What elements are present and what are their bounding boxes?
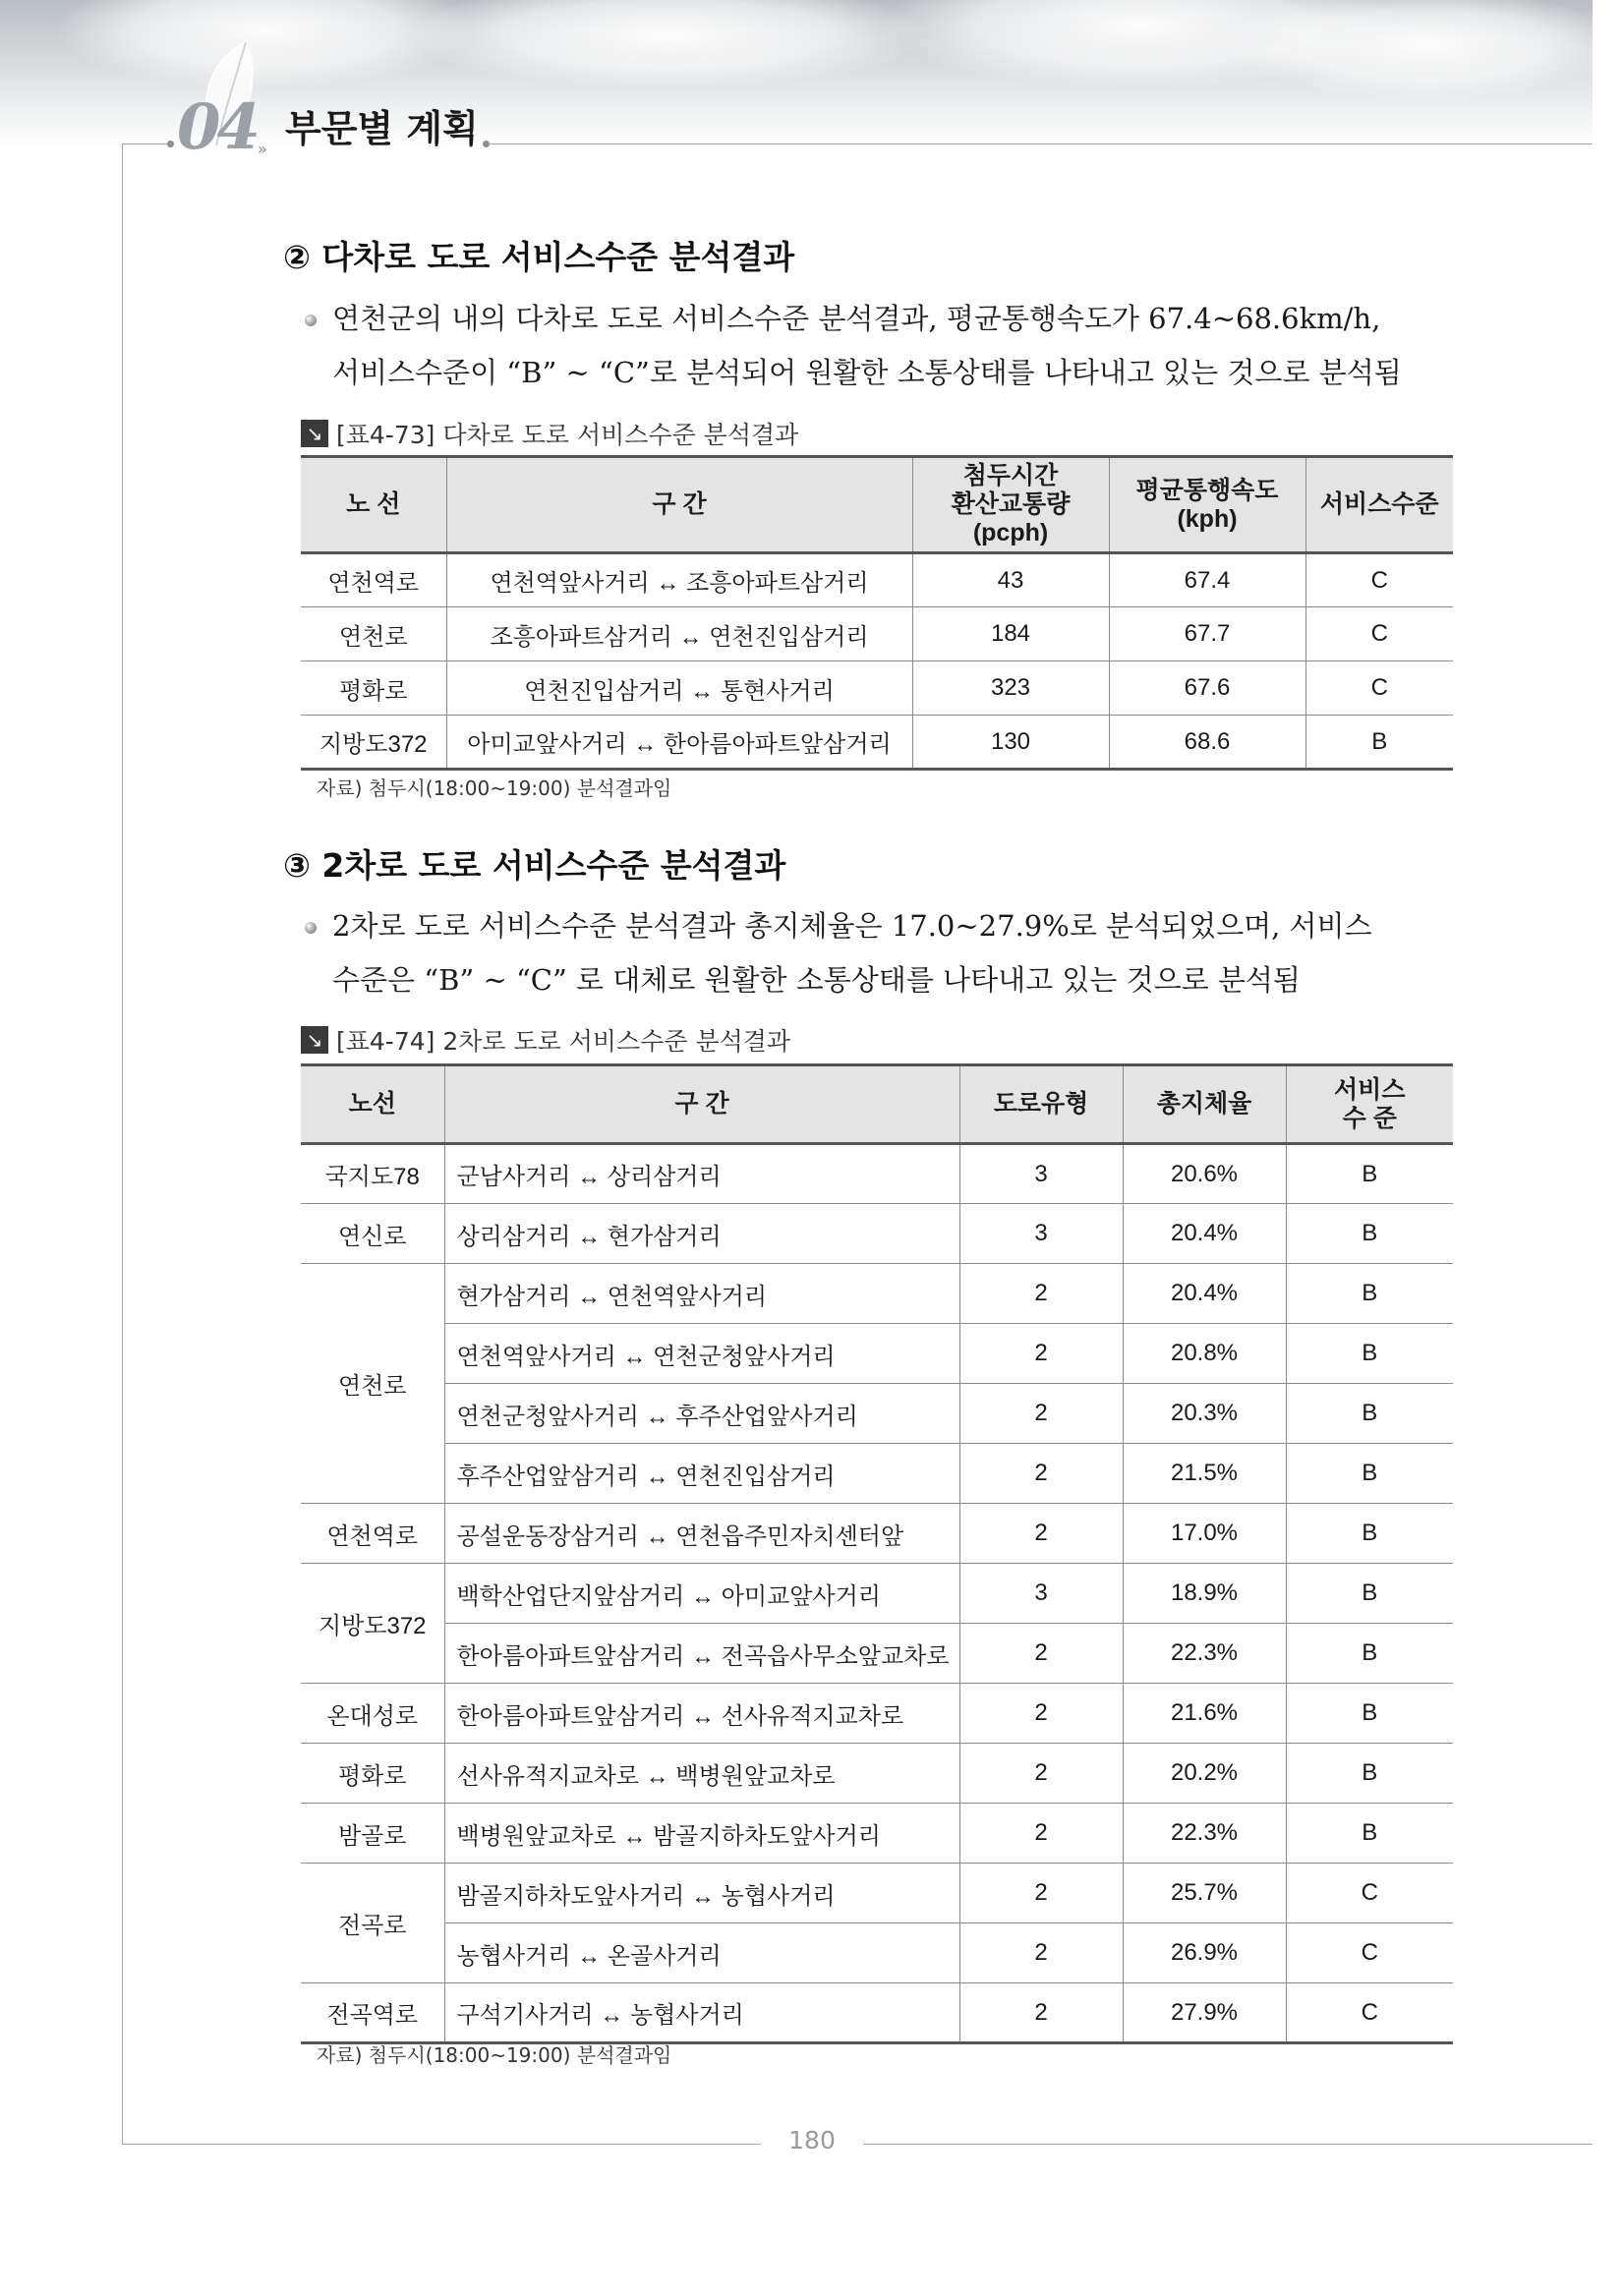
route-cell: 지방도372 [301,1564,444,1684]
route-cell: 전곡역로 [301,1983,444,2043]
bullet-icon [305,315,317,326]
los-cell: B [1286,1624,1453,1684]
route-cell: 온대성로 [301,1684,444,1744]
route-cell: 연천로 [301,607,446,661]
delay-rate-cell: 22.3% [1123,1624,1286,1684]
los-cell: B [1286,1204,1453,1264]
road-type-cell: 2 [959,1744,1123,1804]
los-cell: B [1286,1264,1453,1324]
section-cell: 선사유적지교차로 ↔ 백병원앞교차로 [444,1744,959,1804]
section-cell: 군남사거리 ↔ 상리삼거리 [444,1144,959,1204]
section-cell: 농협사거리 ↔ 온골사거리 [444,1923,959,1983]
section-cell: 백학산업단지앞삼거리 ↔ 아미교앞사거리 [444,1564,959,1624]
delay-rate-cell: 20.4% [1123,1264,1286,1324]
road-type-cell: 2 [959,1444,1123,1504]
delay-rate-cell: 20.4% [1123,1204,1286,1264]
speed-cell: 67.6 [1109,661,1305,716]
road-type-cell: 2 [959,1624,1123,1684]
paragraph-line: 연천군의 내의 다차로 도로 서비스수준 분석결과, 평균통행속도가 67.4~68.6km/h, [332,302,1381,335]
cloud-decoration [413,0,924,88]
section-cell: 후주산업앞삼거리 ↔ 연천진입삼거리 [444,1444,959,1504]
los-cell: C [1305,607,1453,661]
table-row [301,1744,1453,1804]
table-row [301,1923,1453,1983]
speed-cell: 67.4 [1109,553,1305,607]
route-cell: 국지도78 [301,1144,444,1204]
table-row [301,1864,1453,1923]
volume-cell: 43 [912,553,1109,607]
column-header: 첨두시간 환산교통량 (pcph) [912,457,1109,553]
table-arrow-icon: ↘ [301,420,328,447]
volume-cell: 130 [912,716,1109,770]
table-row [301,1144,1453,1204]
column-header: 노선 [301,1065,444,1144]
delay-rate-cell: 25.7% [1123,1864,1286,1923]
road-type-cell: 3 [959,1144,1123,1204]
section-cell: 한아름아파트앞삼거리 ↔ 선사유적지교차로 [444,1684,959,1744]
column-header: 구 간 [446,457,912,553]
road-type-cell: 2 [959,1324,1123,1384]
road-type-cell: 2 [959,1264,1123,1324]
speed-cell: 67.7 [1109,607,1305,661]
route-cell: 연천로 [301,1264,444,1504]
route-cell: 전곡로 [301,1864,444,1983]
route-cell: 지방도372 [301,716,446,770]
column-header: 노 선 [301,457,446,553]
table-row [301,1684,1453,1744]
delay-rate-cell: 18.9% [1123,1564,1286,1624]
rule-dot [483,141,490,147]
route-cell: 연신로 [301,1204,444,1264]
delay-rate-cell: 26.9% [1123,1923,1286,1983]
page-number: 180 [788,2126,836,2154]
table-row [301,1204,1453,1264]
table-row [301,716,1453,770]
los-cell: B [1286,1324,1453,1384]
cloud-decoration [1229,0,1622,98]
column-header: 도로유형 [959,1065,1123,1144]
road-type-cell: 2 [959,1983,1123,2043]
los-cell: B [1286,1384,1453,1444]
section-cell: 연천역앞사거리 ↔ 연천군청앞사거리 [444,1324,959,1384]
los-cell: B [1286,1684,1453,1744]
twolane-service-table [301,1063,1453,2044]
table-row [301,607,1453,661]
section-cell: 현가삼거리 ↔ 연천역앞사거리 [444,1264,959,1324]
column-header: 총지체율 [1123,1065,1286,1144]
los-cell: C [1305,661,1453,716]
section-cell: 상리삼거리 ↔ 현가삼거리 [444,1204,959,1264]
bullet-icon [305,922,317,934]
delay-rate-cell: 27.9% [1123,1983,1286,2043]
los-cell: C [1305,553,1453,607]
delay-rate-cell: 22.3% [1123,1804,1286,1864]
footer-rule-right [863,2144,1593,2145]
los-cell: C [1286,1983,1453,2043]
table-source-note: 자료) 첨두시(18:00~19:00) 분석결과임 [317,776,672,800]
delay-rate-cell: 20.6% [1123,1144,1286,1204]
frame-left-rule [122,144,123,2145]
route-cell: 평화로 [301,1744,444,1804]
delay-rate-cell: 20.8% [1123,1324,1286,1384]
section-cell: 공설운동장삼거리 ↔ 연천읍주민자치센터앞 [444,1504,959,1564]
table-row [301,1564,1453,1624]
route-cell: 연천역로 [301,553,446,607]
column-header: 서비스 수 준 [1286,1065,1453,1144]
table-row [301,1264,1453,1324]
rule-dot [167,141,174,147]
route-cell: 평화로 [301,661,446,716]
los-cell: C [1286,1864,1453,1923]
table-row [301,1624,1453,1684]
volume-cell: 323 [912,661,1109,716]
table-row [301,1384,1453,1444]
delay-rate-cell: 17.0% [1123,1504,1286,1564]
table-row [301,1983,1453,2043]
los-cell: B [1286,1444,1453,1504]
los-cell: B [1286,1804,1453,1864]
speed-cell: 68.6 [1109,716,1305,770]
road-type-cell: 3 [959,1204,1123,1264]
table-caption: [표4-74] 2차로 도로 서비스수준 분석결과 [336,1027,791,1056]
chapter-number: 04 [177,90,258,164]
delay-rate-cell: 20.2% [1123,1744,1286,1804]
road-type-cell: 2 [959,1384,1123,1444]
section-cell: 연천군청앞사거리 ↔ 후주산업앞사거리 [444,1384,959,1444]
los-cell: B [1286,1564,1453,1624]
delay-rate-cell: 20.3% [1123,1384,1286,1444]
section-cell: 조흥아파트삼거리 ↔ 연천진입삼거리 [446,607,912,661]
section-cell: 백병원앞교차로 ↔ 밤골지하차도앞사거리 [444,1804,959,1864]
los-cell: B [1305,716,1453,770]
table-header-row [301,457,1453,553]
volume-cell: 184 [912,607,1109,661]
table-source-note: 자료) 첨두시(18:00~19:00) 분석결과임 [317,2043,672,2067]
column-header: 서비스수준 [1305,457,1453,553]
los-cell: B [1286,1144,1453,1204]
section-cell: 연천역앞사거리 ↔ 조흥아파트삼거리 [446,553,912,607]
chevron-right-icon: » [258,140,267,158]
delay-rate-cell: 21.5% [1123,1444,1286,1504]
section-cell: 구석기사거리 ↔ 농협사거리 [444,1983,959,2043]
footer-rule-left [122,2144,761,2145]
delay-rate-cell: 21.6% [1123,1684,1286,1744]
section-cell: 연천진입삼거리 ↔ 통현사거리 [446,661,912,716]
road-type-cell: 3 [959,1564,1123,1624]
section-cell: 한아름아파트앞삼거리 ↔ 전곡읍사무소앞교차로 [444,1624,959,1684]
road-type-cell: 2 [959,1864,1123,1923]
column-header: 구 간 [444,1065,959,1144]
los-cell: B [1286,1504,1453,1564]
road-type-cell: 2 [959,1504,1123,1564]
table-row [301,1804,1453,1864]
los-cell: C [1286,1923,1453,1983]
table-row [301,1324,1453,1384]
table-row [301,1444,1453,1504]
column-header: 평균통행속도 (kph) [1109,457,1305,553]
table-caption: [표4-73] 다차로 도로 서비스수준 분석결과 [336,421,799,449]
los-cell: B [1286,1744,1453,1804]
table-row [301,1504,1453,1564]
multilane-service-table [301,455,1453,771]
section-title-twolane: ③ 2차로 도로 서비스수준 분석결과 [283,846,786,885]
table-row [301,661,1453,716]
route-cell: 밤골로 [301,1804,444,1864]
paragraph-line: 2차로 도로 서비스수준 분석결과 총지체율은 17.0~27.9%로 분석되었으며, 서비스 [332,909,1372,943]
table-header-row [301,1065,1453,1144]
paragraph-line: 수준은 “B” ~ “C” 로 대체로 원활한 소통상태를 나타내고 있는 것으로 분석됨 [332,963,1301,997]
road-type-cell: 2 [959,1684,1123,1744]
table-arrow-icon: ↘ [301,1026,328,1054]
section-cell: 아미교앞사거리 ↔ 한아름아파트앞삼거리 [446,716,912,770]
chapter-title: 부문별 계획 [285,106,479,150]
table-row [301,553,1453,607]
road-type-cell: 2 [959,1923,1123,1983]
section-title-multilane: ② 다차로 도로 서비스수준 분석결과 [283,238,795,276]
road-type-cell: 2 [959,1804,1123,1864]
section-cell: 밤골지하차도앞사거리 ↔ 농협사거리 [444,1864,959,1923]
route-cell: 연천역로 [301,1504,444,1564]
paragraph-line: 서비스수준이 “B” ~ “C”로 분석되어 원활한 소통상태를 나타내고 있는 것으로 분석됨 [332,356,1402,389]
